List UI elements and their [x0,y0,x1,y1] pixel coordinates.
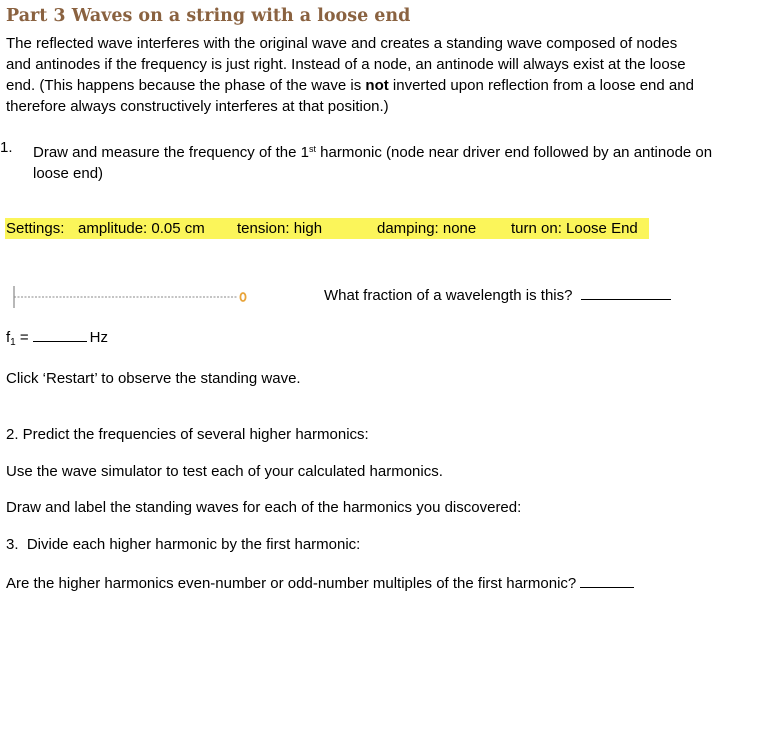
f1-subscript: 1 [10,337,16,348]
multiples-answer-blank[interactable] [580,572,634,588]
ordinal-suffix: st [309,144,317,154]
fraction-question-text: What fraction of a wavelength is this? [324,287,573,304]
question-1-text-b: harmonic (node near driver end followed by an antinode on loose end) [33,144,713,182]
setting-turn-on: turn on: Loose End [511,220,638,237]
question-1-text-a: Draw and measure the frequency of the 1 [33,144,309,161]
loose-end-ring-icon [240,293,245,301]
question-2: 2. Predict the frequencies of several higher harmonics: [6,426,369,443]
question-3: 3. Divide each higher harmonic by the first harmonic: [6,536,361,553]
intro-text-2: inverted upon reflection from a loose end and therefore always constructively interferes at that position.) [6,77,694,115]
string-diagram [10,284,250,310]
setting-amplitude: amplitude: 0.05 cm [78,220,205,237]
question-1-number: 1. [0,139,13,156]
restart-instruction: Click ‘Restart’ to observe the standing wave. [6,370,301,387]
f1-unit: Hz [89,329,109,346]
fraction-question [324,284,671,304]
setting-damping: damping: none [377,220,477,237]
settings-label: Settings: [6,220,65,237]
f1-answer-blank[interactable] [33,326,87,342]
settings-highlight [5,218,649,239]
setting-tension: tension: high [237,220,323,237]
question-1-text [33,139,723,184]
multiples-question: Are the higher harmonics even-number or odd-number multiples of the first harmonic? [6,575,577,592]
part-heading: Part 3 Waves on a string with a loose end [6,6,411,26]
test-instruction: Use the wave simulator to test each of your calculated harmonics. [6,463,443,480]
f1-line [6,326,108,348]
f1-symbol: f [6,329,11,346]
intro-bold-word: not [365,77,389,94]
f1-equals: = [15,329,29,346]
draw-instruction: Draw and label the standing waves for each of the harmonics you discovered: [6,499,522,516]
fraction-answer-blank[interactable] [581,284,671,300]
intro-paragraph [6,33,706,117]
intro-text-1: The reflected wave interferes with the original wave and creates a standing wave composed of nodes and antinodes if the frequency is just right. Instead of a node, an antinode will always exist at the loose end. (This happens because the phase of the wave is [6,35,686,94]
multiples-line [6,572,634,592]
